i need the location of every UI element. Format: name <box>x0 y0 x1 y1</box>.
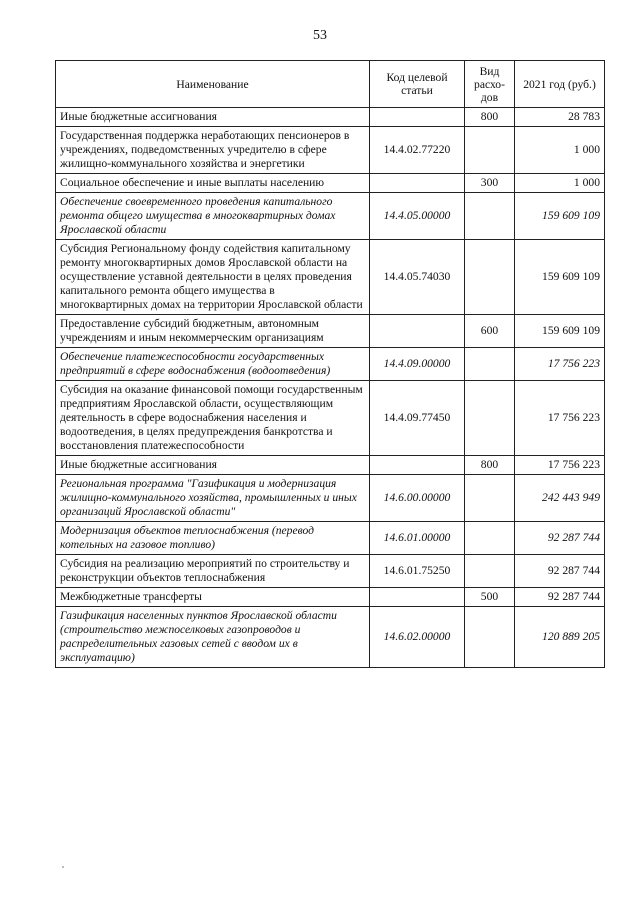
scan-dot <box>62 866 64 868</box>
cell-kind <box>465 127 515 174</box>
cell-name: Государственная поддержка неработающих пенсионеров в учреждениях, подведомственных учредителю в сфере жилищно-коммунального хозяйства и энергетики <box>56 127 370 174</box>
cell-name: Предоставление субсидий бюджетным, автономным учреждениям и иным некоммерческим организациям <box>56 315 370 348</box>
cell-code <box>370 456 465 475</box>
cell-code: 14.4.02.77220 <box>370 127 465 174</box>
table-row <box>56 555 605 588</box>
cell-code: 14.4.05.74030 <box>370 240 465 315</box>
cell-code: 14.6.01.75250 <box>370 555 465 588</box>
page-number: 53 <box>313 28 327 43</box>
table-header-row <box>56 61 605 108</box>
cell-kind <box>465 522 515 555</box>
cell-kind <box>465 475 515 522</box>
table-row <box>56 522 605 555</box>
table-row <box>56 315 605 348</box>
cell-kind: 300 <box>465 174 515 193</box>
table-row <box>56 456 605 475</box>
cell-kind <box>465 348 515 381</box>
table-row <box>56 108 605 127</box>
budget-table <box>55 60 605 668</box>
table-row <box>56 475 605 522</box>
cell-amount: 92 287 744 <box>515 555 605 588</box>
cell-name: Иные бюджетные ассигнования <box>56 456 370 475</box>
cell-code: 14.4.09.77450 <box>370 381 465 456</box>
cell-amount: 92 287 744 <box>515 588 605 607</box>
cell-kind <box>465 381 515 456</box>
cell-amount: 159 609 109 <box>515 315 605 348</box>
cell-name: Межбюджетные трансферты <box>56 588 370 607</box>
cell-code: 14.6.02.00000 <box>370 607 465 668</box>
cell-name: Иные бюджетные ассигнования <box>56 108 370 127</box>
table-body <box>56 108 605 668</box>
cell-amount: 17 756 223 <box>515 456 605 475</box>
cell-kind <box>465 555 515 588</box>
cell-kind <box>465 607 515 668</box>
cell-code: 14.6.00.00000 <box>370 475 465 522</box>
cell-amount: 17 756 223 <box>515 381 605 456</box>
cell-amount: 159 609 109 <box>515 193 605 240</box>
cell-code <box>370 108 465 127</box>
cell-amount: 159 609 109 <box>515 240 605 315</box>
cell-name: Субсидия Региональному фонду содействия капитальному ремонту многоквартирных домов Ярославской области на осуществление уставной деятельности в целях проведения капитального ремонта общего имущества в многоквартирных домах на территории Ярославской области <box>56 240 370 315</box>
cell-name: Газификация населенных пунктов Ярославской области (строительство межпоселковых газопроводов и распределительных газовых сетей с вводом их в эксплуатацию) <box>56 607 370 668</box>
header-code: Код целевой статьи <box>370 61 465 108</box>
cell-kind <box>465 240 515 315</box>
cell-code <box>370 588 465 607</box>
cell-amount: 1 000 <box>515 174 605 193</box>
cell-code <box>370 315 465 348</box>
table-row <box>56 174 605 193</box>
cell-name: Субсидия на оказание финансовой помощи государственным предприятиям Ярославской области, осуществляющим деятельность в сфере водоснабжения населения и водоотведения, в целях предупреждения банкротства и восстановления платежеспособности <box>56 381 370 456</box>
header-name: Наименование <box>56 61 370 108</box>
table-row <box>56 240 605 315</box>
cell-amount: 120 889 205 <box>515 607 605 668</box>
table-row <box>56 607 605 668</box>
cell-kind: 600 <box>465 315 515 348</box>
table-row <box>56 193 605 240</box>
table-row <box>56 127 605 174</box>
cell-amount: 28 783 <box>515 108 605 127</box>
table-row <box>56 381 605 456</box>
cell-amount: 242 443 949 <box>515 475 605 522</box>
cell-code: 14.6.01.00000 <box>370 522 465 555</box>
cell-name: Модернизация объектов теплоснабжения (перевод котельных на газовое топливо) <box>56 522 370 555</box>
header-kind: Вид расхо-дов <box>465 61 515 108</box>
cell-code: 14.4.09.00000 <box>370 348 465 381</box>
cell-kind: 800 <box>465 108 515 127</box>
cell-kind <box>465 193 515 240</box>
cell-amount: 17 756 223 <box>515 348 605 381</box>
cell-amount: 1 000 <box>515 127 605 174</box>
cell-name: Обеспечение платежеспособности государственных предприятий в сфере водоснабжения (водоотведения) <box>56 348 370 381</box>
cell-kind: 800 <box>465 456 515 475</box>
cell-name: Региональная программа "Газификация и модернизация жилищно-коммунального хозяйства, промышленных и иных организаций Ярославской области" <box>56 475 370 522</box>
cell-name: Субсидия на реализацию мероприятий по строительству и реконструкции объектов теплоснабжения <box>56 555 370 588</box>
table-row <box>56 588 605 607</box>
cell-code: 14.4.05.00000 <box>370 193 465 240</box>
header-amount: 2021 год (руб.) <box>515 61 605 108</box>
cell-name: Обеспечение своевременного проведения капитального ремонта общего имущества в многоквартирных домах Ярославской области <box>56 193 370 240</box>
table-row <box>56 348 605 381</box>
cell-kind: 500 <box>465 588 515 607</box>
cell-name: Социальное обеспечение и иные выплаты населению <box>56 174 370 193</box>
cell-code <box>370 174 465 193</box>
cell-amount: 92 287 744 <box>515 522 605 555</box>
